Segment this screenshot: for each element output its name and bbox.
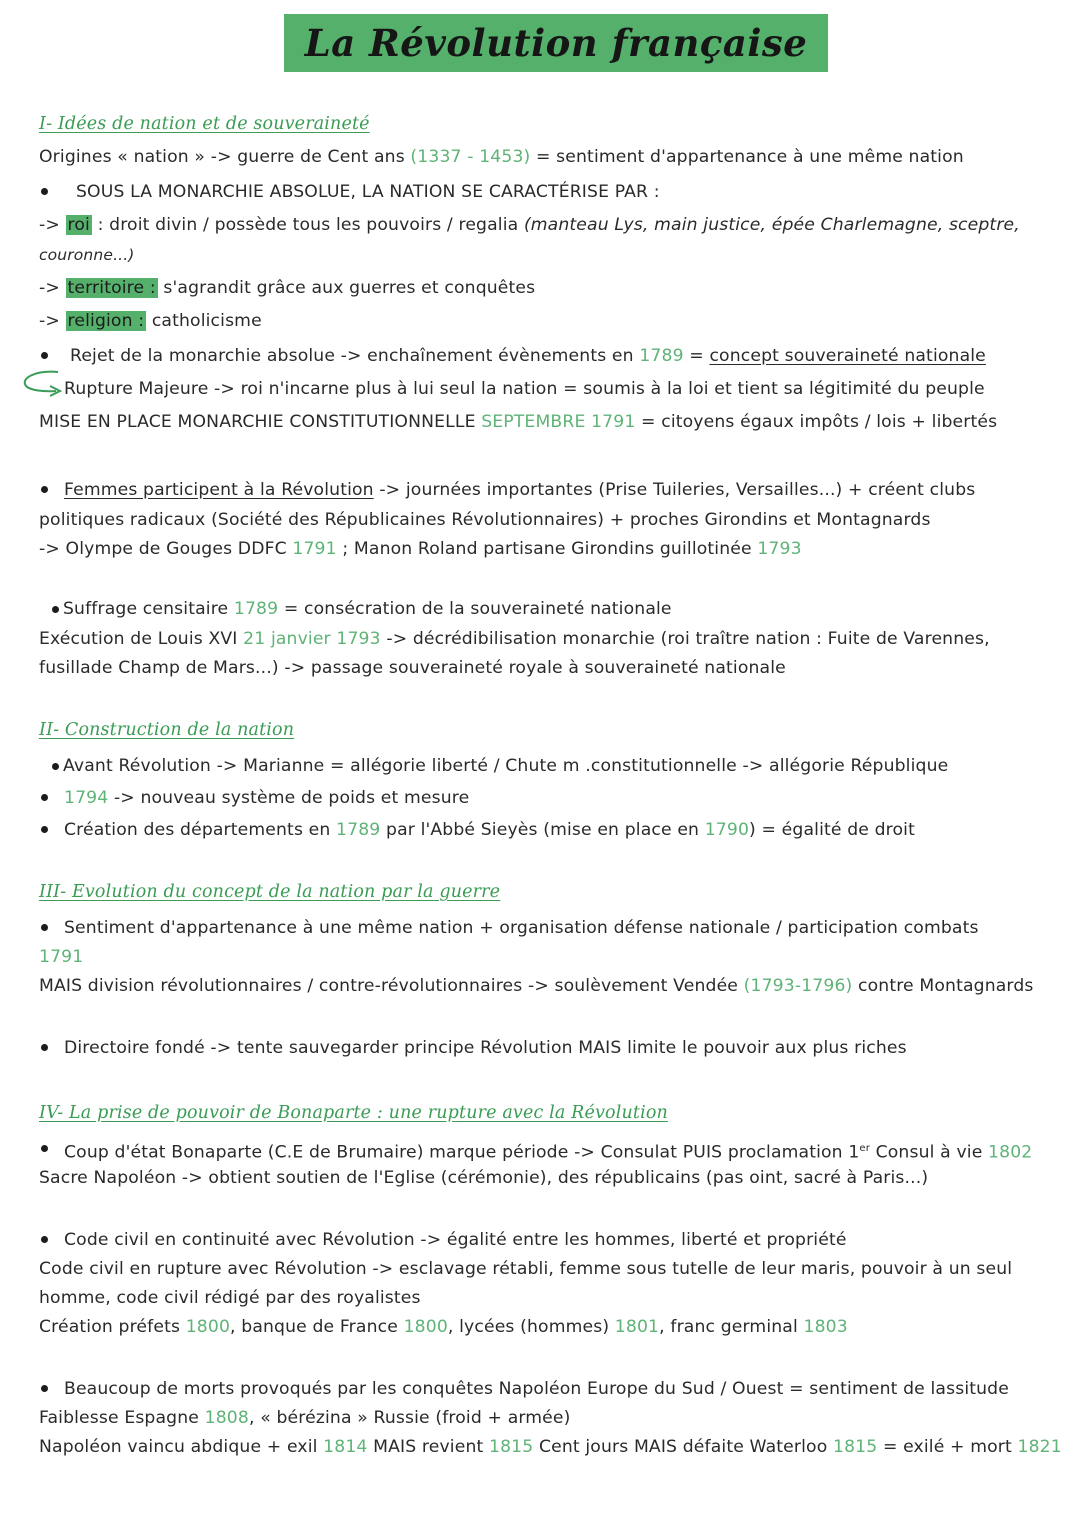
s1-line-clubs: politiques radicaux (Société des Républicaines Révolutionnaires) + proches Girondins et Montagnards bbox=[39, 510, 931, 530]
bullet bbox=[52, 606, 59, 613]
section-3-heading: III- Evolution du concept de la nation par la guerre bbox=[39, 882, 501, 902]
s4-line-morts: Beaucoup de morts provoqués par les conquêtes Napoléon Europe du Sud / Ouest = sentiment de lassitude bbox=[64, 1379, 1009, 1399]
s1-line-couronne: couronne...) bbox=[39, 246, 135, 264]
bullet bbox=[41, 352, 48, 359]
highlight-roi: roi bbox=[67, 215, 90, 235]
bullet bbox=[52, 763, 59, 770]
s4-line-prefets: Création préfets 1800, banque de France 1800, lycées (hommes) 1801, franc germinal 1803 bbox=[39, 1317, 848, 1337]
s1-line-monarchie: SOUS LA MONARCHIE ABSOLUE, LA NATION SE CARACTÉRISE PAR : bbox=[76, 182, 660, 202]
bullet bbox=[41, 924, 48, 931]
s1-line-roi: -> roi : droit divin / possède tous les pouvoirs / regalia (manteau Lys, main justice, épée Charlemagne, sceptre, bbox=[39, 215, 1020, 235]
bullet bbox=[41, 794, 48, 801]
s1-line-fusillade: fusillade Champ de Mars...) -> passage souveraineté royale à souveraineté nationale bbox=[39, 658, 786, 678]
s1-line-religion: -> religion : catholicisme bbox=[39, 311, 262, 331]
bullet bbox=[41, 1385, 48, 1392]
bullet bbox=[41, 826, 48, 833]
bullet bbox=[41, 1236, 48, 1243]
s1-line-olympe: -> Olympe de Gouges DDFC 1791 ; Manon Roland partisane Girondins guillotinée 1793 bbox=[39, 539, 802, 559]
title-banner bbox=[284, 14, 828, 72]
s4-line-espagne: Faiblesse Espagne 1808, « bérézina » Russie (froid + armée) bbox=[39, 1408, 571, 1428]
s1-line-origins: Origines « nation » -> guerre de Cent ans (1337 - 1453) = sentiment d'appartenance à une même nation bbox=[39, 147, 964, 167]
section-2-heading: II- Construction de la nation bbox=[39, 720, 295, 740]
s4-line-code-continuite: Code civil en continuité avec Révolution -> égalité entre les hommes, liberté et propriété bbox=[64, 1230, 847, 1250]
section-1-heading: I- Idées de nation et de souveraineté bbox=[39, 114, 370, 134]
s4-line-waterloo: Napoléon vaincu abdique + exil 1814 MAIS revient 1815 Cent jours MAIS défaite Waterloo 1815 = exilé + mort 1821 bbox=[39, 1437, 1062, 1457]
s1-line-rupture: Rupture Majeure -> roi n'incarne plus à lui seul la nation = soumis à la loi et tient sa légitimité du peuple bbox=[64, 379, 985, 399]
curved-arrow-icon bbox=[16, 368, 66, 404]
s3-line-vendee: MAIS division révolutionnaires / contre-révolutionnaires -> soulèvement Vendée (1793-1796) contre Montagnards bbox=[39, 976, 1034, 996]
s1-line-territoire: -> territoire : s'agrandit grâce aux guerres et conquêtes bbox=[39, 278, 536, 298]
s3-line-directoire: Directoire fondé -> tente sauvegarder principe Révolution MAIS limite le pouvoir aux plus riches bbox=[64, 1038, 907, 1058]
highlight-religion: religion : bbox=[67, 311, 145, 331]
s4-line-sacre: Sacre Napoléon -> obtient soutien de l'Eglise (cérémonie), des républicains (pas oint, sacré à Paris...) bbox=[39, 1168, 929, 1188]
page-title: La Révolution française bbox=[304, 21, 808, 65]
s2-line-departements: Création des départements en 1789 par l'Abbé Sieyès (mise en place en 1790) = égalité de droit bbox=[64, 820, 916, 840]
bullet bbox=[41, 188, 48, 195]
s1-line-execution: Exécution de Louis XVI 21 janvier 1793 -> décrédibilisation monarchie (roi traître nation : Fuite de Varennes, bbox=[39, 629, 990, 649]
s1-line-monarchie-constitutionnelle: MISE EN PLACE MONARCHIE CONSTITUTIONNELLE SEPTEMBRE 1791 = citoyens égaux impôts / lois + libertés bbox=[39, 412, 998, 432]
section-4-heading: IV- La prise de pouvoir de Bonaparte : une rupture avec la Révolution bbox=[39, 1103, 668, 1123]
s4-line-coup-etat: Coup d'état Bonaparte (C.E de Brumaire) marque période -> Consulat PUIS proclamation 1er Consul à vie 1802 bbox=[64, 1142, 1033, 1163]
s3-line-date-1791: 1791 bbox=[39, 947, 84, 967]
bullet bbox=[41, 486, 48, 493]
s4-line-royalistes: homme, code civil rédigé par des royalistes bbox=[39, 1288, 421, 1308]
s1-line-rejet: Rejet de la monarchie absolue -> enchaînement évènements en 1789 = concept souveraineté nationale bbox=[70, 346, 986, 366]
s1-line-suffrage: Suffrage censitaire 1789 = consécration de la souveraineté nationale bbox=[52, 598, 672, 620]
s2-line-marianne: Avant Révolution -> Marianne = allégorie liberté / Chute m .constitutionnelle -> allégorie République bbox=[52, 755, 948, 777]
bullet bbox=[41, 1044, 48, 1051]
s3-line-sentiment: Sentiment d'appartenance à une même nation + organisation défense nationale / participation combats bbox=[64, 918, 979, 938]
s4-line-code-rupture: Code civil en rupture avec Révolution -> esclavage rétabli, femme sous tutelle de leur maris, pouvoir à un seul bbox=[39, 1259, 1013, 1279]
bullet bbox=[41, 1145, 48, 1152]
s2-line-poids: 1794 -> nouveau système de poids et mesure bbox=[64, 788, 470, 808]
s1-line-femmes: Femmes participent à la Révolution -> journées importantes (Prise Tuileries, Versailles...) + créent clubs bbox=[64, 480, 976, 500]
highlight-territoire: territoire : bbox=[67, 278, 156, 298]
